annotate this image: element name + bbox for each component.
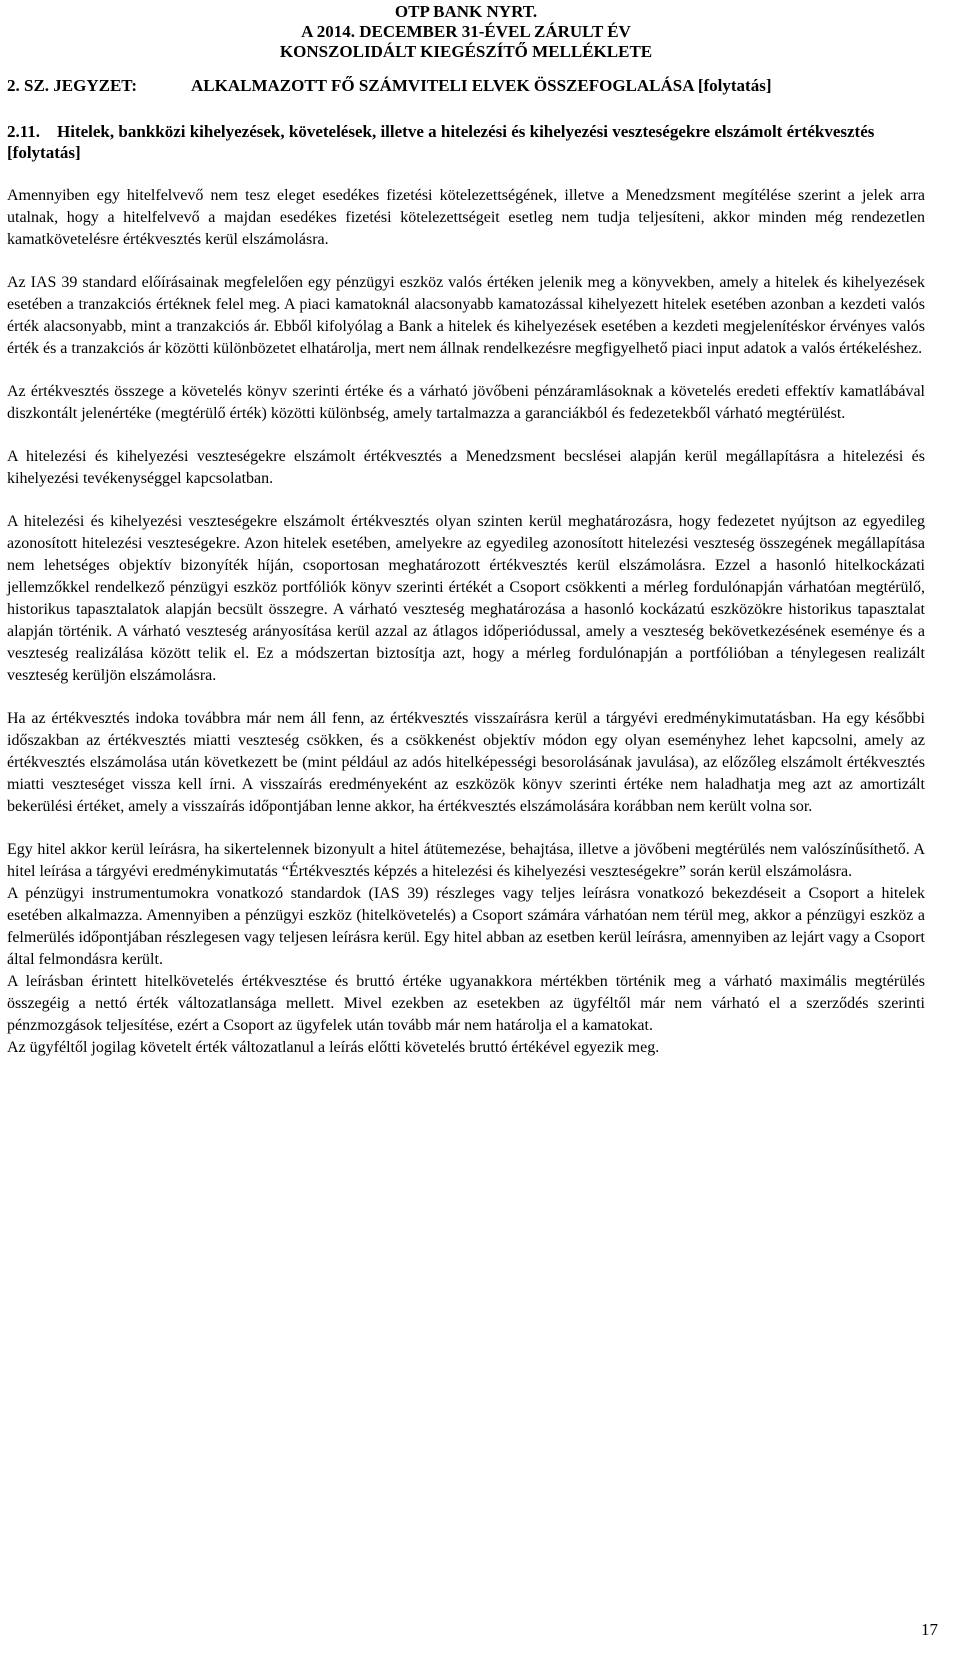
paragraph-legal-claim: Az ügyféltől jogilag követelt érték változatlanul a leírás előtti követelés bruttó értékével egyezik meg. xyxy=(7,1039,660,1056)
section-heading xyxy=(7,121,925,163)
paragraph-collective-impairment: A hitelezési és kihelyezési veszteségekre elszámolt értékvesztés olyan szinten kerül meghatározásra, hogy fedezetet nyújtson az egyedileg azonosított hitelezési veszteségekre. Azon hitelek esetében, amelyekre az egyedileg azonosított hitelezési veszteség összegének megállapítása nem lehetséges objektív bizonyíték híján, csoportosan meghatározott értékvesztés kerül elszámolásra. Ezzel a hasonló hitelkockázati jellemzőkkel rendelkező pénzügyi eszköz portfóliók könyv szerinti értékét a Csoport csökkenti a mérleg fordulónapján várhatóan megtérülő, historikus tapasztalatok alapján becsült összegre. A várható veszteség meghatározása a hasonló kockázatú eszközökre historikus tapasztalat alapján történik. A várható veszteség arányosítása kerül azzal az átlagos időperiódussal, amely a veszteség bekövetkezésének eseménye és a veszteség realizálása között telik el. Ez a módszertan biztosítja azt, hogy a mérleg fordulónapján a portfólióban a ténylegesen realizált veszteség kerüljön elszámolásra. xyxy=(7,513,925,684)
paragraph-gross-value: A leírásban érintett hitelkövetelés értékvesztése és bruttó értéke ugyanakkora mértékben történik meg a várható maximális megtérülés összegéig a nettó érték változatlansága mellett. Mivel ezekben az esetekben az ügyféltől már nem várható el a szerződés szerinti pénzmozgások teljesítése, ezért a Csoport az ügyfelek után tovább már nem határolja el a kamatokat. xyxy=(7,973,925,1034)
report-header xyxy=(7,2,925,62)
paragraph-write-off: Egy hitel akkor kerül leírásra, ha sikertelennek bizonyult a hitel átütemezése, behajtása, illetve a jövőbeni megtérülés nem valószínűsíthető. A hitel leírása a tárgyévi eredménykimutatás “Értékvesztés képzés a hitelezési és kihelyezési veszteségekre” során kerül elszámolásra. xyxy=(7,841,925,880)
paragraph-interest-impairment: Amennyiben egy hitelfelvevő nem tesz eleget esedékes fizetési kötelezettségének, illetve a Menedzsment megítélése szerint a jelek arra utalnak, hogy a hitelfelvevő a majdan esedékes fizetési kötelezettségeit esetleg nem tudja teljesíteni, akkor minden még rendezetlen kamatkövetelésre értékvesztés kerül elszámolásra. xyxy=(7,187,925,248)
document-page xyxy=(7,0,925,1059)
paragraph-ias39-write-off: A pénzügyi instrumentumokra vonatkozó standardok (IAS 39) részleges vagy teljes leírásra vonatkozó bekezdéseit a Csoport a hitelek esetében alkalmazza. Amennyiben a pénzügyi eszköz (hitelkövetelés) a Csoport számára várhatóan nem térül meg, akkor a pénzügyi eszköz a felmerülés időpontjában részlegesen vagy teljesen leírásra kerül. Egy hitel abban az esetben kerül leírásra, amennyiben az lejárt vagy a Csoport által felmondásra került. xyxy=(7,885,925,968)
company-name: OTP BANK NYRT. xyxy=(394,2,538,21)
section-number: 2.11. xyxy=(7,122,41,141)
note-heading xyxy=(7,75,925,97)
report-period: A 2014. DECEMBER 31-ÉVEL ZÁRULT ÉV xyxy=(301,22,631,41)
paragraph-management-estimate: A hitelezési és kihelyezési veszteségekre elszámolt értékvesztés a Menedzsment becslései alapján kerül megállapításra a hitelezési és kihelyezési tevékenységgel kapcsolatban. xyxy=(7,448,925,487)
section-title: Hitelek, bankközi kihelyezések, követelések, illetve a hitelezési és kihelyezési veszteségekre elszámolt értékvesztés [folytatás] xyxy=(7,122,875,162)
note-title: ALKALMAZOTT FŐ SZÁMVITELI ELVEK ÖSSZEFOGLALÁSA [folytatás] xyxy=(191,76,772,95)
paragraph-reversal: Ha az értékvesztés indoka továbbra már nem áll fenn, az értékvesztés visszaírásra kerül a tárgyévi eredménykimutatásban. Ha egy későbbi időszakban az értékvesztés miatti veszteség csökken, és a csökkenést objektív módon egy olyan eseményhez lehet kapcsolni, amely az értékvesztés elszámolása után következett be (mint például az adós hitelképességi besorolásának javulása), az előzőleg elszámolt értékvesztés miatti veszteséget vissza kell írni. A visszaírás eredményeként az eszközök könyv szerinti értéke nem haladhatja meg azt az amortizált bekerülési értéket, amely a visszaírás időpontjában lenne akkor, ha értékvesztés elszámolására korábban nem került volna sor. xyxy=(7,710,925,815)
report-title: KONSZOLIDÁLT KIEGÉSZÍTŐ MELLÉKLETE xyxy=(279,42,653,61)
page-number: 17 xyxy=(921,1620,938,1639)
note-label: 2. SZ. JEGYZET: xyxy=(7,76,138,95)
paragraph-fair-value: Az IAS 39 standard előírásainak megfelelően egy pénzügyi eszköz valós értéken jelenik meg a könyvekben, amely a hitelek és kihelyezések esetében a tranzakciós értéknek felel meg. A piaci kamatoknál alacsonyabb kamatozással kihelyezett hitelek esetében azonban a kezdeti valós érték alacsonyabb, mint a tranzakciós ár. Ebből kifolyólag a Bank a hitelek és kihelyezések esetében a kezdeti megjelenítéskor érvényes valós érték és a tranzakciós ár közötti különbözetet elhatárolja, mert nem állnak rendelkezésre megfigyelhető piaci input adatok a valós értékeléshez. xyxy=(7,274,925,357)
paragraph-impairment-amount: Az értékvesztés összege a követelés könyv szerinti értéke és a várható jövőbeni pénzáramlásoknak a követelés eredeti effektív kamatlábával diszkontált jelenértéke (megtérülő érték) közötti különbség, amely tartalmazza a garanciákból és fedezetekből várható megtérülést. xyxy=(7,383,925,422)
